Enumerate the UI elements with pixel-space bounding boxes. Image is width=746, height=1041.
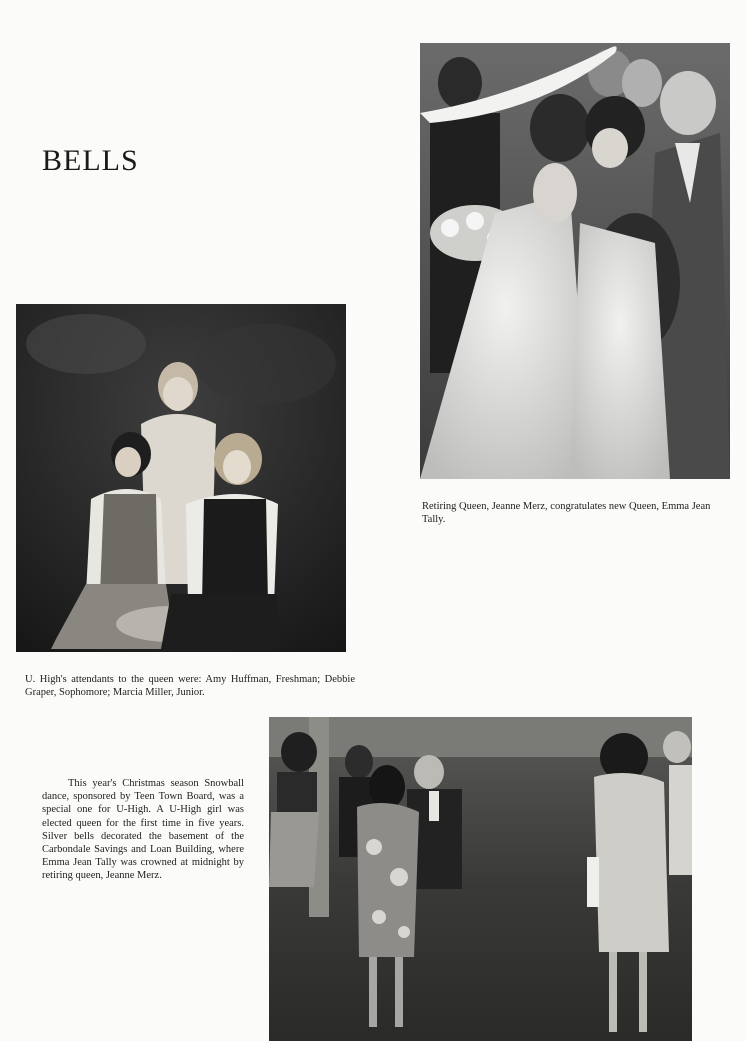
story-text: This year's Christmas season Snowball dance, sponsored by Teen Town Board, was a special one for U-High. A U-High girl was elected queen for the first time in five years. Silver bells decorated the basement of the Carbondale Savings and Loan Building, where Emma Jean Tally was crowned at midnight by retiring queen, Jeanne Merz.	[42, 778, 244, 882]
queens-photo	[420, 43, 730, 479]
attendants-caption: U. High's attendants to the queen were: Amy Huffman, Freshman; Debbie Graper, Sophomore; Marcia Miller, Junior.	[25, 674, 355, 698]
page-title: BELLS	[42, 144, 139, 177]
queens-caption: Retiring Queen, Jeanne Merz, congratulates new Queen, Emma Jean Tally.	[422, 501, 711, 525]
attendants-photo	[16, 304, 346, 652]
dance-photo	[269, 717, 692, 1041]
